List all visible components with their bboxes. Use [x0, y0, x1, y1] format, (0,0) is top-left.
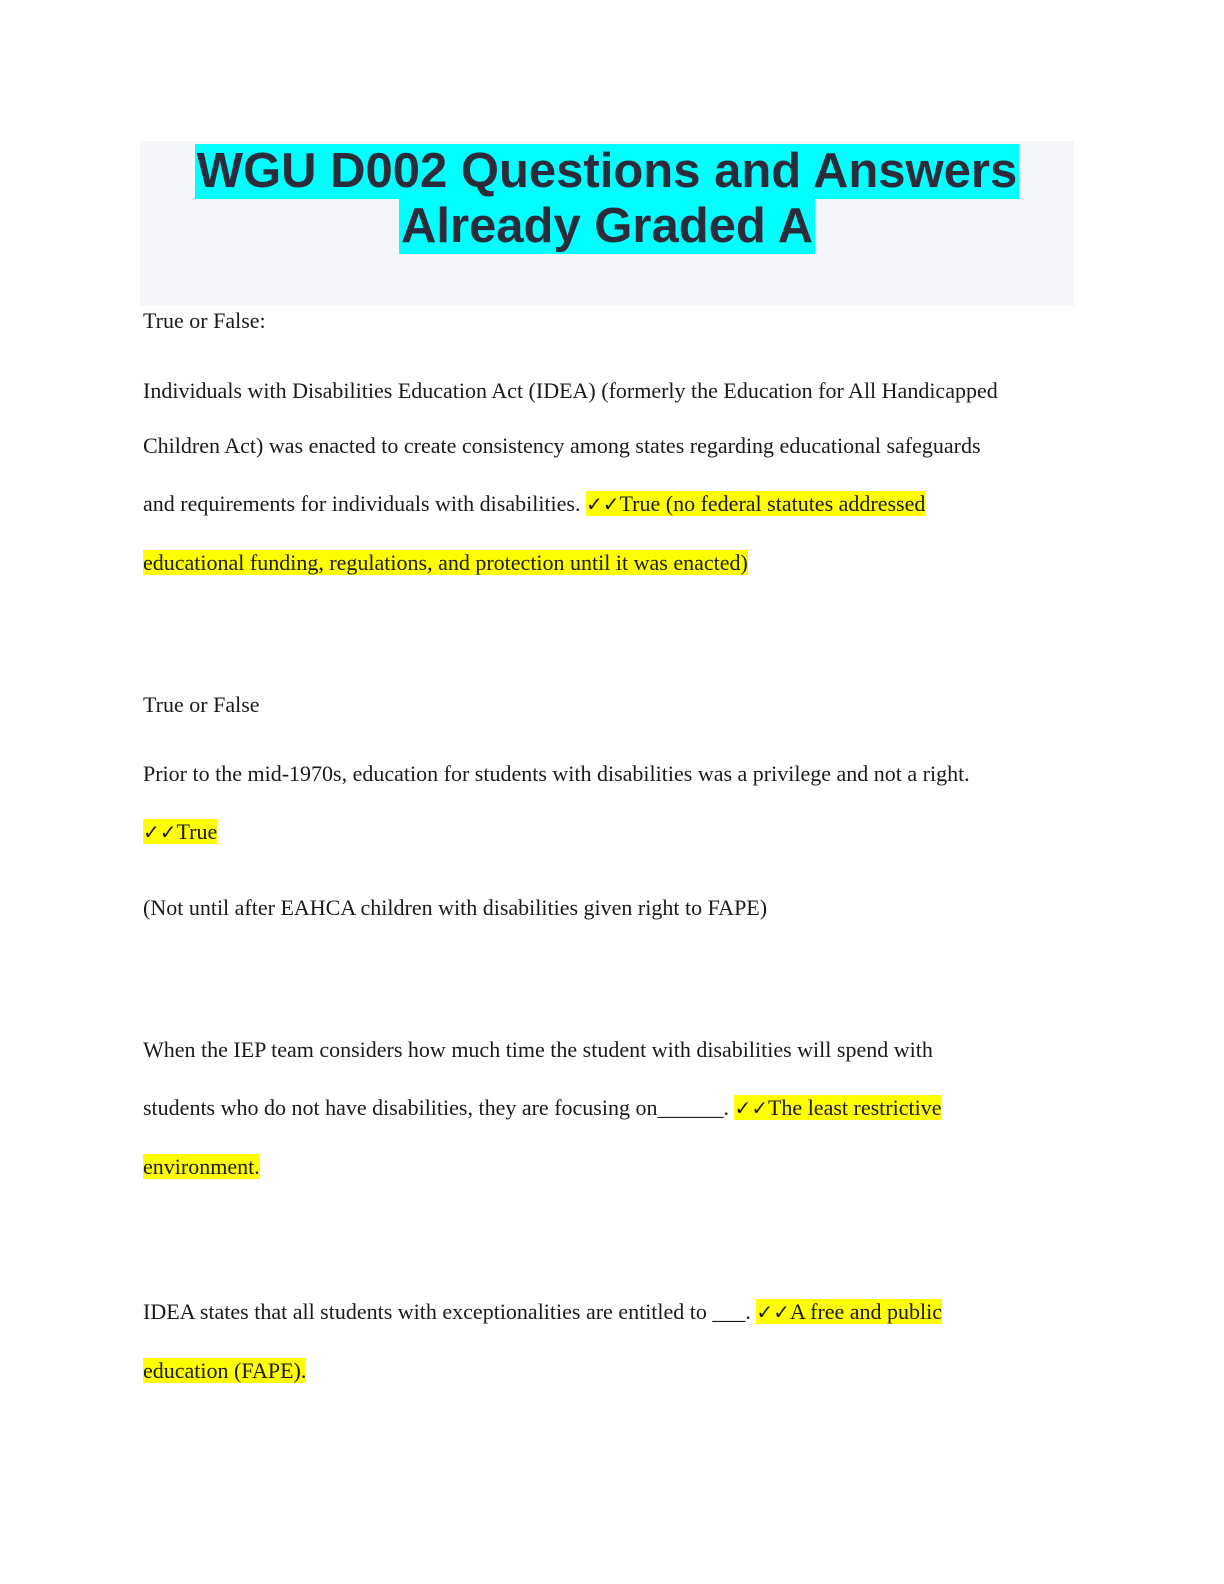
q2-note-text: (Not until after EAHCA children with disabilities given right to FAPE): [143, 895, 768, 920]
q1-line-1: [143, 362, 998, 420]
q1-answer-highlight-1: [586, 491, 925, 516]
q3-answer-highlight-1: [734, 1095, 941, 1120]
q3-answer-part-1: The least restrictive: [767, 1095, 942, 1120]
q4-answer-part-2: education (FAPE).: [143, 1358, 307, 1383]
q4-line-1-text: IDEA states that all students with exceptionalities are entitled to ___.: [143, 1299, 757, 1324]
q4-answer-part-1: A free and public: [789, 1299, 943, 1324]
q1-line-4: [143, 534, 748, 592]
q2-prompt: [143, 676, 260, 734]
q2-line-1-text: Prior to the mid-1970s, education for students with disabilities was a privilege and not a right.: [143, 761, 970, 786]
checkmark-icon: ✓✓: [143, 820, 177, 844]
q4-line-1: [143, 1283, 942, 1341]
title-line-2: Already Graded A: [400, 199, 814, 253]
q4-line-2: [143, 1342, 306, 1400]
q3-line-2: [143, 1079, 941, 1137]
q3-line-3: [143, 1138, 260, 1196]
q2-line-1: [143, 745, 970, 803]
q2-answer-line: [143, 803, 217, 861]
q1-answer-part-1: True (no federal statutes addressed: [619, 491, 926, 516]
q1-line-3-text: and requirements for individuals with disabilities.: [143, 491, 586, 516]
q3-line-1: [143, 1021, 933, 1079]
q1-prompt: [143, 292, 266, 350]
q3-line-1-text: When the IEP team considers how much time the student with disabilities will spend with: [143, 1037, 933, 1062]
q1-line-2-text: Children Act) was enacted to create consistency among states regarding educational safeguards: [143, 433, 981, 458]
q3-line-2-text: students who do not have disabilities, they are focusing on______.: [143, 1095, 735, 1120]
q4-answer-highlight-1: [756, 1299, 942, 1324]
q2-answer: True: [176, 819, 218, 844]
q1-line-2: [143, 417, 981, 475]
q2-prompt-text: True or False: [143, 692, 260, 717]
q1-answer-part-2: educational funding, regulations, and protection until it was enacted): [143, 550, 748, 575]
checkmark-icon: ✓✓: [734, 1096, 768, 1120]
q1-prompt-text: True or False:: [143, 308, 266, 333]
checkmark-icon: ✓✓: [585, 492, 620, 516]
q1-line-3: [143, 475, 925, 533]
checkmark-icon: ✓✓: [756, 1300, 790, 1324]
q3-answer-part-2: environment.: [143, 1154, 260, 1179]
title-block: [140, 141, 1074, 306]
title-line-1: WGU D002 Questions and Answers: [196, 144, 1018, 198]
q1-line-1-text: Individuals with Disabilities Education Act (IDEA) (formerly the Education for All Handicapped: [143, 378, 998, 403]
q2-answer-highlight: [143, 819, 217, 844]
q2-note: [143, 879, 767, 937]
